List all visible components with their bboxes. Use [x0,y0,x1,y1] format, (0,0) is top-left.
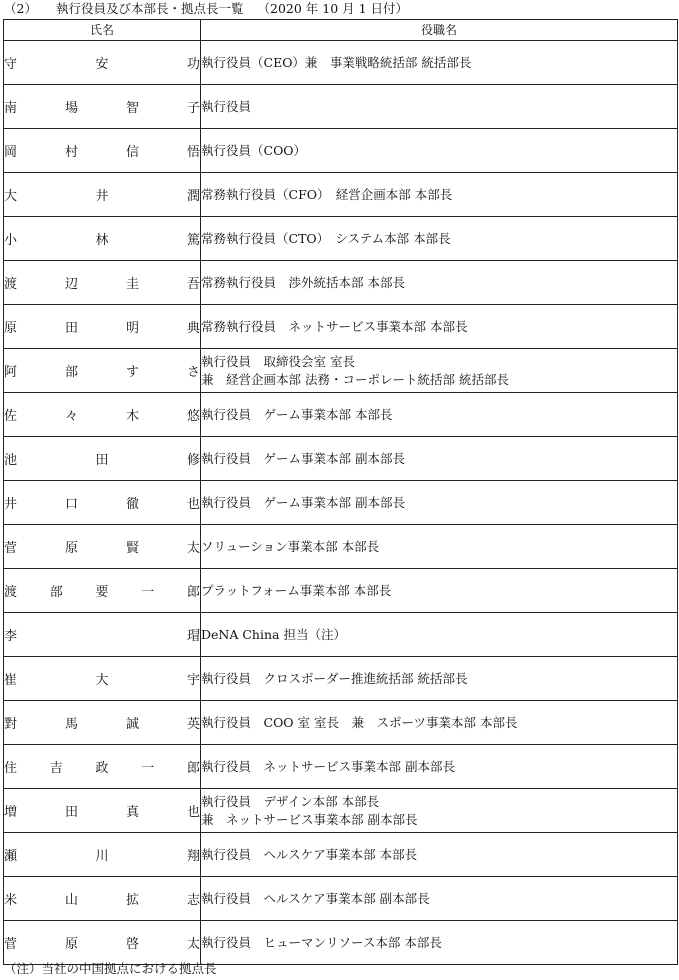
officer-title-line: 執行役員 取締役会室 室長 [201,353,355,369]
officer-title-line: 執行役員（COO） [201,142,307,158]
officer-name: 崔 大 宇 [4,657,201,701]
table-row [4,789,678,833]
table-body [4,41,678,965]
officer-title-line: DeNA China 担当（注） [201,626,346,642]
officer-title-line: 常務執行役員 渉外統括本部 本部長 [201,274,405,290]
table-row [4,129,678,173]
officer-title [201,481,678,525]
officer-title-line: 執行役員 ネットサービス事業本部 副本部長 [201,758,455,774]
officer-name: 米 山 拡 志 [4,877,201,921]
officer-title-line: 兼 ネットサービス事業本部 副本部長 [201,811,418,827]
officer-name: 渡 部 要 一 郎 [4,569,201,613]
officer-title-line: 兼 経営企画本部 法務・コーポレート統括部 統括部長 [201,371,509,387]
officer-title [201,437,678,481]
officer-title [201,701,678,745]
table-row [4,261,678,305]
officer-name: 南 場 智 子 [4,85,201,129]
officer-title [201,85,678,129]
officer-title [201,129,678,173]
officer-title [201,921,678,965]
officer-title-line: 執行役員 ゲーム事業本部 副本部長 [201,450,405,466]
table-row [4,481,678,525]
table-row [4,701,678,745]
table-row [4,877,678,921]
officer-name: 池 田 修 [4,437,201,481]
officer-title [201,41,678,85]
officer-name: 瀬 川 翔 [4,833,201,877]
table-row [4,217,678,261]
officer-name: 佐 々 木 悠 [4,393,201,437]
table-row [4,393,678,437]
officer-name: 大 井 潤 [4,173,201,217]
officer-name: 増 田 真 也 [4,789,201,833]
officer-title-line: 常務執行役員（CFO） 経営企画本部 本部長 [201,186,453,202]
table-row [4,613,678,657]
officer-title-line: 執行役員 デザイン本部 本部長 [201,793,380,809]
table-row [4,349,678,393]
officer-title [201,173,678,217]
officer-title [201,789,678,833]
section-title: 執行役員及び本部長・拠点長一覧 [56,1,244,16]
table-row [4,921,678,965]
officer-title-line: 常務執行役員（CTO） システム本部 本部長 [201,230,451,246]
officer-title-line: 執行役員 ヘルスケア事業本部 本部長 [201,846,418,862]
table-row [4,657,678,701]
officer-title [201,657,678,701]
officer-title [201,613,678,657]
officer-title-line: 執行役員（CEO）兼 事業戦略統括部 統括部長 [201,54,472,70]
officer-name: 守 安 功 [4,41,201,85]
officer-title [201,525,678,569]
table-row [4,85,678,129]
officer-title [201,745,678,789]
table-row [4,525,678,569]
officer-title-line: 執行役員 ヒューマンリソース本部 本部長 [201,934,442,950]
officer-title [201,393,678,437]
section-number: （2） [4,1,37,16]
table-row [4,569,678,613]
officer-title-line: 執行役員 ゲーム事業本部 副本部長 [201,494,405,510]
officer-title [201,305,678,349]
officer-name: 菅 原 賢 太 [4,525,201,569]
table-row [4,305,678,349]
table-row [4,833,678,877]
officer-name: 渡 辺 圭 吾 [4,261,201,305]
officer-title [201,833,678,877]
table-row [4,41,678,85]
table-row [4,173,678,217]
officer-title [201,569,678,613]
officer-title-line: 執行役員 ヘルスケア事業本部 副本部長 [201,890,430,906]
column-header-name: 氏名 [4,20,201,41]
officer-title [201,217,678,261]
officer-title-line: ソリューション事業本部 本部長 [201,538,380,554]
table-row [4,745,678,789]
table-row [4,437,678,481]
section-heading [4,0,408,18]
officer-name: 對 馬 誠 英 [4,701,201,745]
officer-name: 原 田 明 典 [4,305,201,349]
effective-date: （2020 年 10 月 1 日付） [257,1,409,16]
officer-title-line: 執行役員 クロスボーダー推進統括部 統括部長 [201,670,468,686]
officer-title-line: プラットフォーム事業本部 本部長 [201,582,392,598]
officer-table [3,19,678,965]
officer-name: 岡 村 信 悟 [4,129,201,173]
footnote: （注）当社の中国拠点における拠点長 [4,961,217,976]
table-header-row [4,20,678,41]
officer-title-line: 常務執行役員 ネットサービス事業本部 本部長 [201,318,468,334]
officer-name: 井 口 徹 也 [4,481,201,525]
officer-name: 菅 原 啓 太 [4,921,201,965]
officer-title-line: 執行役員 [201,98,252,114]
officer-name: 阿 部 す さ [4,349,201,393]
officer-name: 李 瑁 [4,613,201,657]
officer-name: 住 吉 政 一 郎 [4,745,201,789]
officer-title-line: 執行役員 ゲーム事業本部 本部長 [201,406,393,422]
officer-title [201,261,678,305]
officer-name: 小 林 篤 [4,217,201,261]
officer-title [201,349,678,393]
officer-title-line: 執行役員 COO 室 室長 兼 スポーツ事業本部 本部長 [201,714,518,730]
column-header-title: 役職名 [201,20,678,41]
officer-title [201,877,678,921]
